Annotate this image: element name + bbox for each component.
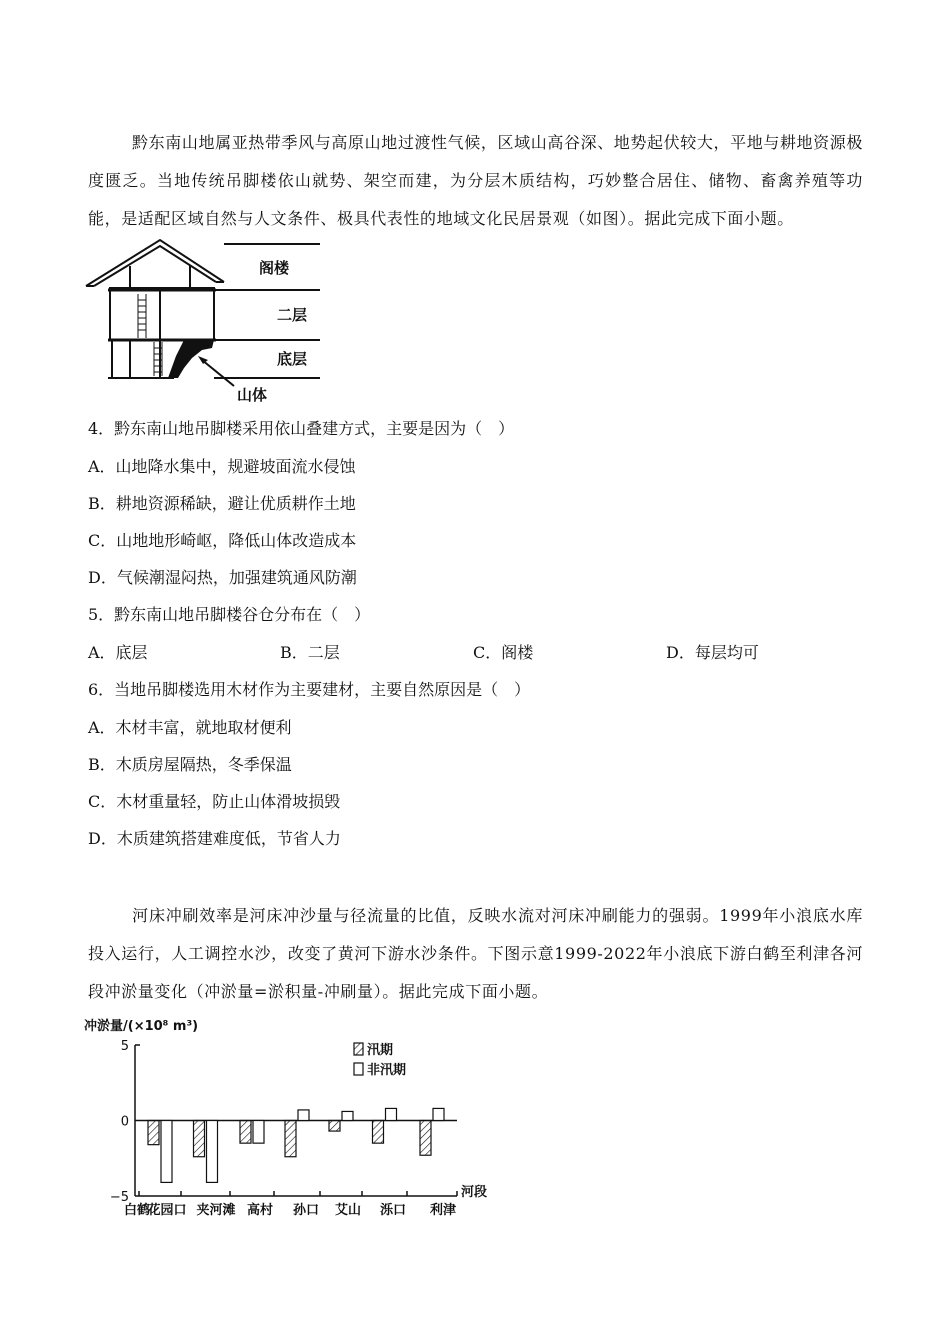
- passage-2: [88, 897, 863, 1011]
- chart-bar-nonflood: [207, 1121, 218, 1183]
- passage-2-text: 河床冲刷效率是河床冲沙量与径流量的比值，反映水流对河床冲刷能力的强弱。1999年小浪底水库投入运行，人工调控水沙，改变了黄河下游水沙条件。下图示意1999-2022年小浪底下游白鹤至利津各河段冲淤量变化（冲淤量=淤积量-冲刷量）。据此完成下面小题。: [88, 906, 863, 1001]
- chart-station-label: 夹河滩: [196, 1203, 236, 1218]
- chart-bar-nonflood: [161, 1121, 172, 1183]
- chart-bar-flood: [240, 1121, 251, 1144]
- question-6-option-b[interactable]: B．木质房屋隔热，冬季保温: [88, 755, 292, 774]
- question-6-option-c[interactable]: C．木材重量轻，防止山体滑坡损毁: [88, 792, 341, 811]
- chart-bar-nonflood: [253, 1121, 264, 1144]
- floor-label-second: 二层: [276, 306, 308, 324]
- question-4-option-c[interactable]: C．山地地形崎岖，降低山体改造成本: [88, 531, 357, 550]
- chart-ytick-label: −5: [109, 1190, 129, 1205]
- question-4-option-a[interactable]: A．山地降水集中，规避坡面流水侵蚀: [88, 457, 356, 476]
- chart-ylabel: 冲淤量/(×10⁸ m³): [84, 1019, 199, 1034]
- chart-station-label: 利津: [429, 1203, 457, 1218]
- chart-ytick-label: 5: [120, 1039, 129, 1054]
- question-4-option-d[interactable]: D．气候潮湿闷热，加强建筑通风防潮: [88, 568, 357, 587]
- chart-bar-flood: [329, 1121, 340, 1132]
- chart-bar-flood: [194, 1121, 205, 1157]
- question-6-stem: 6．当地吊脚楼选用木材作为主要建材，主要自然原因是（ ）: [88, 680, 531, 699]
- chart-bar-flood: [148, 1121, 159, 1145]
- passage-1: [88, 124, 863, 238]
- mountain-label: 山体: [236, 386, 268, 404]
- chart-bar-flood: [420, 1121, 431, 1156]
- question-6-option-a[interactable]: A．木材丰富，就地取材便利: [88, 718, 292, 737]
- chart-station-label: 泺口: [379, 1203, 407, 1218]
- mountain-shape: [168, 340, 214, 378]
- chart-station-label: 艾山: [334, 1203, 362, 1218]
- question-5-option-b[interactable]: B．二层: [280, 643, 340, 662]
- legend-swatch: [354, 1063, 363, 1075]
- legend-label: 非汛期: [367, 1063, 407, 1078]
- chart-xlabel: 河段: [461, 1185, 488, 1200]
- question-5-option-d[interactable]: D．每层均可: [666, 643, 759, 662]
- scour-deposition-chart: [84, 1015, 504, 1220]
- question-5-option-a[interactable]: A．底层: [88, 643, 148, 662]
- chart-station-label: 花园口: [147, 1203, 187, 1218]
- legend-label: 汛期: [367, 1043, 394, 1058]
- question-5-option-c[interactable]: C．阁楼: [473, 643, 534, 662]
- chart-station-label: 白鹤: [123, 1203, 151, 1218]
- legend-swatch: [354, 1043, 363, 1055]
- chart-ytick-label: 0: [120, 1114, 129, 1130]
- chart-bar-nonflood: [433, 1108, 444, 1120]
- floor-label-attic: 阁楼: [258, 259, 290, 277]
- question-4-option-b[interactable]: B．耕地资源稀缺，避让优质耕作土地: [88, 494, 356, 513]
- question-6-option-d[interactable]: D．木质建筑搭建难度低，节省人力: [88, 829, 341, 848]
- question-5-stem: 5．黔东南山地吊脚楼谷仓分布在（ ）: [88, 605, 371, 624]
- chart-station-label: 孙口: [292, 1203, 320, 1218]
- passage-1-text: 黔东南山地属亚热带季风与高原山地过渡性气候，区域山高谷深、地势起伏较大，平地与耕地资源极度匮乏。当地传统吊脚楼依山就势、架空而建，为分层木质结构，巧妙整合居住、储物、畜禽养殖等功能，是适配区域自然与人文条件、极具代表性的地域文化民居景观（如图）。据此完成下面小题。: [88, 133, 863, 228]
- floor-label-ground: 底层: [276, 350, 308, 368]
- stilt-house-figure: [84, 236, 334, 406]
- question-4-stem: 4．黔东南山地吊脚楼采用依山叠建方式，主要是因为（ ）: [88, 419, 515, 438]
- chart-bar-nonflood: [342, 1111, 353, 1120]
- chart-bar-flood: [373, 1121, 384, 1144]
- chart-bar-nonflood: [386, 1108, 397, 1120]
- chart-station-label: 高村: [246, 1203, 274, 1218]
- chart-bar-nonflood: [298, 1110, 309, 1121]
- chart-bar-flood: [285, 1121, 296, 1157]
